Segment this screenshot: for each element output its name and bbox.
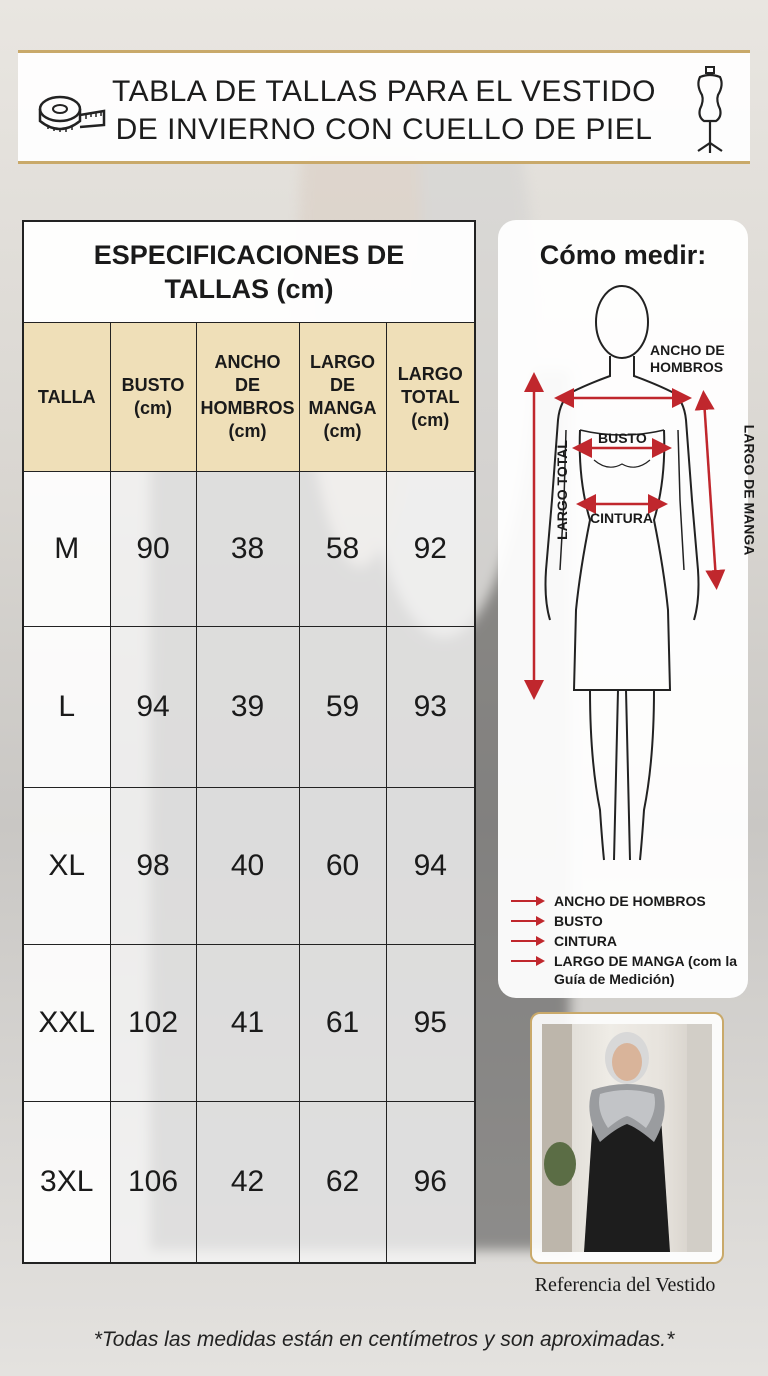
- sleeve-cell: 58: [299, 472, 386, 627]
- title-line-1: TABLA DE TALLAS PARA EL VESTIDO: [111, 75, 657, 108]
- table-row: [23, 788, 475, 945]
- column-header-manga: [299, 323, 386, 472]
- reference-caption: Referencia del Vestido: [534, 1274, 716, 1296]
- bust-cell: 106: [110, 1102, 196, 1264]
- header-text: DE: [234, 375, 260, 395]
- total-length-cell: 94: [386, 788, 475, 945]
- header-text: BUSTO: [121, 375, 185, 395]
- header-text: LARGO: [310, 352, 375, 372]
- header-text: LARGO: [397, 363, 463, 384]
- header-text: TOTAL: [401, 386, 460, 407]
- header-text: MANGA: [308, 398, 377, 418]
- sleeve-cell: 59: [299, 627, 386, 788]
- total-length-cell: 95: [386, 945, 475, 1102]
- how-to-measure-panel: [498, 220, 758, 998]
- legend-item: [510, 912, 742, 930]
- sleeve-cell: 60: [299, 788, 386, 945]
- bust-cell: 98: [110, 788, 196, 945]
- table-row: [23, 945, 475, 1102]
- table-row: [23, 1102, 475, 1264]
- table-row: [23, 627, 475, 788]
- size-table: [22, 220, 476, 1264]
- red-arrow-icon: [510, 915, 546, 927]
- legend-text: BUSTO: [554, 913, 603, 929]
- label-sleeve-length: LARGO DE MANGA: [741, 424, 758, 556]
- sleeve-cell: 61: [299, 945, 386, 1102]
- label-text: HOMBROS: [650, 359, 724, 375]
- how-to-measure-title: Cómo medir:: [539, 240, 707, 270]
- header-text: (cm): [411, 409, 450, 430]
- sleeve-cell: 62: [299, 1102, 386, 1264]
- woman-in-dress-image: [542, 1024, 712, 1252]
- label-waist: CINTURA: [590, 510, 653, 526]
- bust-cell: 90: [110, 472, 196, 627]
- legend-item: [510, 952, 742, 988]
- label-shoulder-width: [650, 342, 742, 376]
- size-cell: XL: [23, 788, 110, 945]
- size-cell: L: [23, 627, 110, 788]
- reference-photo: [542, 1024, 712, 1252]
- column-header-busto: [110, 323, 196, 472]
- table-title-line-1: ESPECIFICACIONES DE: [93, 240, 405, 270]
- shoulder-cell: 39: [196, 627, 299, 788]
- column-header-hombros: [196, 323, 299, 472]
- header-text: (cm): [228, 421, 267, 441]
- size-cell: M: [23, 472, 110, 627]
- shoulder-cell: 40: [196, 788, 299, 945]
- header-text: TALLA: [37, 386, 96, 407]
- header-text: HOMBROS: [200, 398, 295, 418]
- measure-legend: [510, 892, 742, 990]
- title-line-2: DE INVIERNO CON CUELLO DE PIEL: [115, 113, 653, 146]
- header-text: ANCHO: [214, 352, 281, 372]
- footnote: *Todas las medidas están en centímetros y son aproximadas.*: [93, 1328, 675, 1351]
- label-bust: BUSTO: [598, 430, 647, 446]
- shoulder-cell: 41: [196, 945, 299, 1102]
- legend-text: LARGO DE MANGA (com la Guía de Medición): [554, 953, 738, 987]
- legend-item: [510, 932, 742, 950]
- reference-photo-frame: [530, 1012, 724, 1264]
- legend-text: ANCHO DE HOMBROS: [554, 893, 706, 909]
- red-arrow-icon: [510, 935, 546, 947]
- shoulder-cell: 38: [196, 472, 299, 627]
- bust-cell: 94: [110, 627, 196, 788]
- header-text: DE: [329, 375, 355, 395]
- label-total-length: LARGO TOTAL: [553, 440, 570, 540]
- red-arrow-icon: [510, 955, 546, 967]
- total-length-cell: 92: [386, 472, 475, 627]
- legend-text: CINTURA: [554, 933, 617, 949]
- size-cell: 3XL: [23, 1102, 110, 1264]
- column-header-total: [386, 323, 475, 472]
- table-row: [23, 472, 475, 627]
- page-title: [108, 73, 660, 149]
- shoulder-cell: 42: [196, 1102, 299, 1264]
- label-text: ANCHO DE: [650, 342, 725, 358]
- red-arrow-icon: [510, 895, 546, 907]
- total-length-cell: 96: [386, 1102, 475, 1264]
- bust-cell: 102: [110, 945, 196, 1102]
- total-length-cell: 93: [386, 627, 475, 788]
- header-text: (cm): [133, 398, 172, 418]
- table-title: [23, 221, 475, 323]
- legend-item: [510, 892, 742, 910]
- column-header-talla: [23, 323, 110, 472]
- table-title-line-2: TALLAS (cm): [164, 274, 334, 304]
- measuring-tape-icon: [36, 87, 108, 139]
- dress-form-icon: [690, 65, 730, 155]
- header-banner: [18, 50, 750, 164]
- header-text: (cm): [323, 421, 362, 441]
- size-cell: XXL: [23, 945, 110, 1102]
